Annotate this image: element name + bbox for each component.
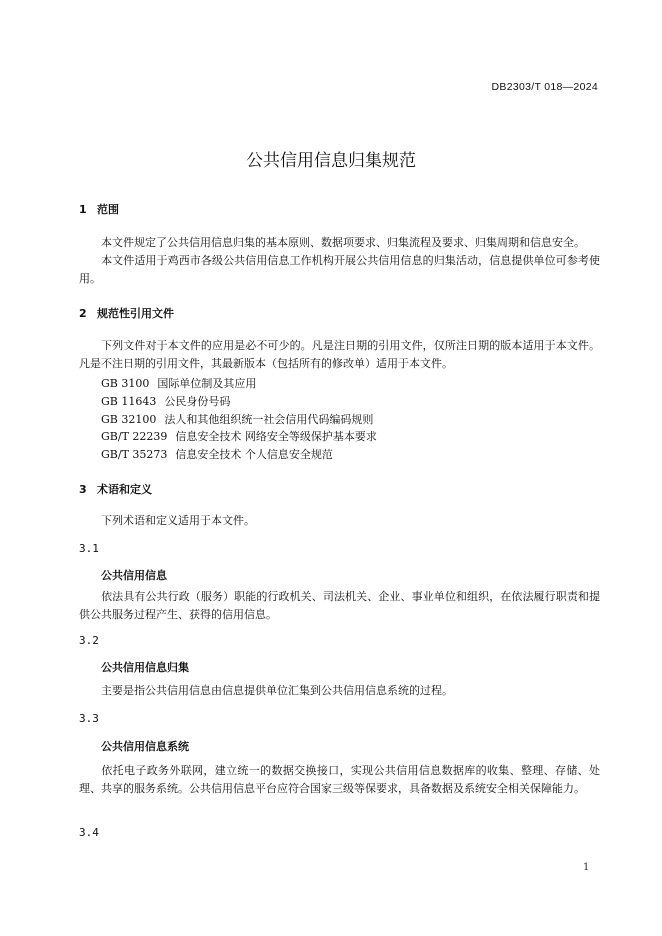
document-code: DB2303/T 018—2024 (491, 81, 598, 93)
reference-item (101, 411, 373, 427)
reference-item (101, 375, 256, 391)
reference-title: 公民身份号码 (164, 395, 231, 408)
section-number: 1 (79, 203, 87, 216)
term-number: 3.4 (79, 826, 99, 839)
term-name: 公共信用信息系统 (101, 740, 189, 753)
reference-item (101, 446, 333, 462)
reference-code: GB 11643 (101, 395, 157, 408)
section-title: 术语和定义 (97, 483, 152, 496)
section-3-intro: 下列术语和定义适用于本文件。 (101, 514, 255, 527)
section-title: 规范性引用文件 (97, 307, 174, 320)
reference-item (101, 428, 377, 444)
reference-title: 法人和其他组织统一社会信用代码编码规则 (164, 413, 374, 426)
section-number: 3 (79, 483, 87, 496)
section-1-paragraph-1: 本文件规定了公共信用信息归集的基本原则、数据项要求、归集流程及要求、归集周期和信息安全。 (101, 236, 585, 249)
term-definition: 依法具有公共行政（服务）职能的行政机关、司法机关、企业、事业单位和组织，在依法履行职责和提供公共服务过程产生、获得的信用信息。 (79, 590, 600, 621)
term-name: 公共信用信息 (101, 569, 167, 582)
reference-item (101, 393, 230, 409)
reference-code: GB 3100 (101, 377, 150, 390)
section-3-heading (79, 481, 152, 497)
section-1-paragraph-2: 本文件适用于鸡西市各级公共信用信息工作机构开展公共信用信息的归集活动，信息提供单位可参考使用。 (79, 254, 600, 285)
section-2-heading (79, 305, 174, 321)
reference-title: 信息安全技术 网络安全等级保护基本要求 (175, 430, 377, 443)
term-name: 公共信用信息归集 (101, 661, 189, 674)
section-number: 2 (79, 307, 87, 320)
term-number: 3.3 (79, 712, 99, 725)
term-definition: 依托电子政务外联网，建立统一的数据交换接口，实现公共信用信息数据库的收集、整理、存储、处理、共享的服务系统。公共信用信息平台应符合国家三级等保要求，具备数据及系统安全相关保障能力。 (79, 764, 600, 795)
section-2-paragraph: 下列文件对于本文件的应用是必不可少的。凡是注日期的引用文件，仅所注日期的版本适用于本文件。凡是不注日期的引用文件，其最新版本（包括所有的修改单）适用于本文件。 (79, 339, 600, 370)
section-1-heading (79, 201, 119, 217)
document-title: 公共信用信息归集规范 (246, 151, 416, 171)
reference-title: 信息安全技术 个人信息安全规范 (175, 448, 333, 461)
section-title: 范围 (97, 203, 119, 216)
term-number: 3.1 (79, 542, 99, 555)
reference-code: GB/T 22239 (101, 430, 168, 443)
term-number: 3.2 (79, 634, 99, 647)
reference-title: 国际单位制及其应用 (157, 377, 257, 390)
page-number: 1 (583, 862, 590, 873)
term-definition: 主要是指公共信用信息由信息提供单位汇集到公共信用信息系统的过程。 (101, 684, 453, 697)
reference-code: GB/T 35273 (101, 448, 168, 461)
reference-code: GB 32100 (101, 413, 157, 426)
